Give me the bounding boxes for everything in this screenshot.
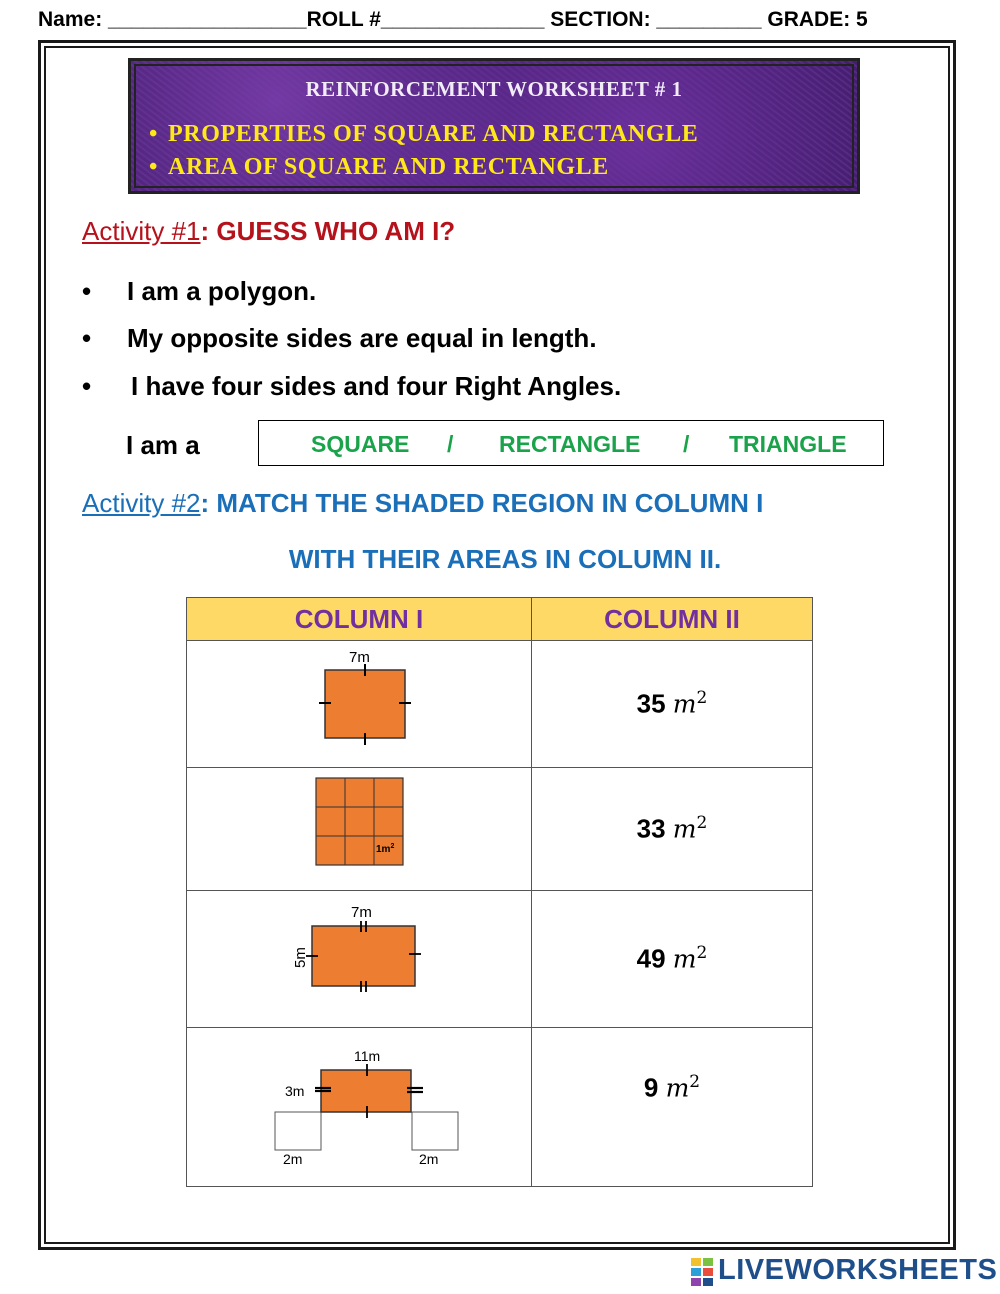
area-option[interactable]: 33 $m^2$ bbox=[532, 768, 813, 891]
liveworksheets-logo-icon bbox=[690, 1257, 716, 1287]
clue-text: My opposite sides are equal in length. bbox=[127, 323, 597, 353]
section-label: SECTION: bbox=[544, 8, 657, 31]
fig2-unit-label: 1m bbox=[376, 844, 391, 855]
clue-text: I am a polygon. bbox=[127, 276, 317, 306]
banner-item-text: PROPERTIES OF SQUARE AND RECTANGLE bbox=[168, 121, 699, 147]
bullet-icon: • bbox=[82, 371, 92, 401]
fig4-top-label: 11m bbox=[354, 1048, 381, 1064]
name-blank[interactable]: _________________ bbox=[108, 8, 307, 31]
activity2-heading bbox=[82, 488, 763, 519]
rectangle-7x5-figure bbox=[187, 891, 531, 1022]
bullet-icon: • bbox=[82, 276, 92, 306]
worksheet-banner bbox=[128, 58, 860, 194]
bullet-icon: • bbox=[149, 154, 159, 180]
table-header-row bbox=[187, 598, 813, 641]
answer-prefix: I am a bbox=[126, 430, 200, 460]
fig4-left-label: 2m bbox=[283, 1151, 303, 1167]
student-info-line bbox=[38, 8, 958, 38]
fig3-side-label: 5m bbox=[292, 947, 309, 968]
fig4-right-label: 2m bbox=[419, 1151, 439, 1167]
table-row bbox=[187, 768, 813, 891]
square-7m-figure bbox=[187, 641, 531, 762]
roll-label: ROLL # bbox=[306, 8, 381, 31]
table-row bbox=[187, 891, 813, 1028]
activity2-title-line2: WITH THEIR AREAS IN COLUMN II. bbox=[288, 544, 722, 574]
figure-cell bbox=[187, 641, 532, 768]
svg-text:1m2: $1m^2$ bbox=[376, 843, 395, 855]
activity1-title: : GUESS WHO AM I? bbox=[200, 216, 456, 246]
column-header-1: COLUMN I bbox=[187, 598, 532, 641]
option-rectangle[interactable]: RECTANGLE bbox=[499, 431, 641, 457]
matching-table bbox=[186, 597, 813, 1187]
option-separator: / bbox=[683, 431, 690, 457]
composite-figure bbox=[187, 1028, 531, 1181]
bullet-icon: • bbox=[149, 121, 159, 147]
fig4-side-label: 3m bbox=[285, 1083, 305, 1099]
column-header-2: COLUMN II bbox=[532, 598, 813, 641]
name-label: Name: bbox=[38, 8, 109, 31]
figure-cell bbox=[187, 1028, 532, 1187]
fig1-top-label: 7m bbox=[349, 649, 370, 666]
area-option[interactable]: 49 $m^2$ bbox=[532, 891, 813, 1028]
figure-cell bbox=[187, 891, 532, 1028]
table-row bbox=[187, 1028, 813, 1187]
banner-title: REINFORCEMENT WORKSHEET # 1 bbox=[305, 77, 683, 101]
activity2-label: Activity #2 bbox=[82, 488, 201, 518]
activity1-heading bbox=[82, 216, 455, 247]
roll-blank[interactable]: ______________ bbox=[380, 8, 545, 31]
liveworksheets-brand: LIVEWORKSHEETS bbox=[718, 1254, 998, 1286]
figure-cell bbox=[187, 768, 532, 891]
area-option[interactable]: 35 $m^2$ bbox=[532, 641, 813, 768]
grid-square-figure bbox=[187, 768, 531, 885]
fig3-top-label: 7m bbox=[351, 904, 372, 921]
section-blank[interactable]: _________ bbox=[656, 8, 762, 31]
option-separator: / bbox=[447, 431, 454, 457]
activity2-title: : MATCH THE SHADED REGION IN COLUMN I bbox=[200, 488, 764, 518]
area-option[interactable]: 9 $m^2$ bbox=[532, 1028, 813, 1187]
grade-label: GRADE: 5 bbox=[761, 8, 868, 31]
answer-choice-box[interactable] bbox=[258, 420, 884, 466]
table-row bbox=[187, 641, 813, 768]
activity1-label: Activity #1 bbox=[82, 216, 201, 246]
option-square[interactable]: SQUARE bbox=[311, 431, 410, 457]
banner-item-properties bbox=[149, 121, 698, 148]
clue-text: I have four sides and four Right Angles. bbox=[131, 371, 622, 401]
banner-item-text: AREA OF SQUARE AND RECTANGLE bbox=[168, 154, 609, 180]
bullet-icon: • bbox=[82, 323, 92, 353]
banner-item-area bbox=[149, 154, 609, 181]
option-triangle[interactable]: TRIANGLE bbox=[729, 431, 847, 457]
